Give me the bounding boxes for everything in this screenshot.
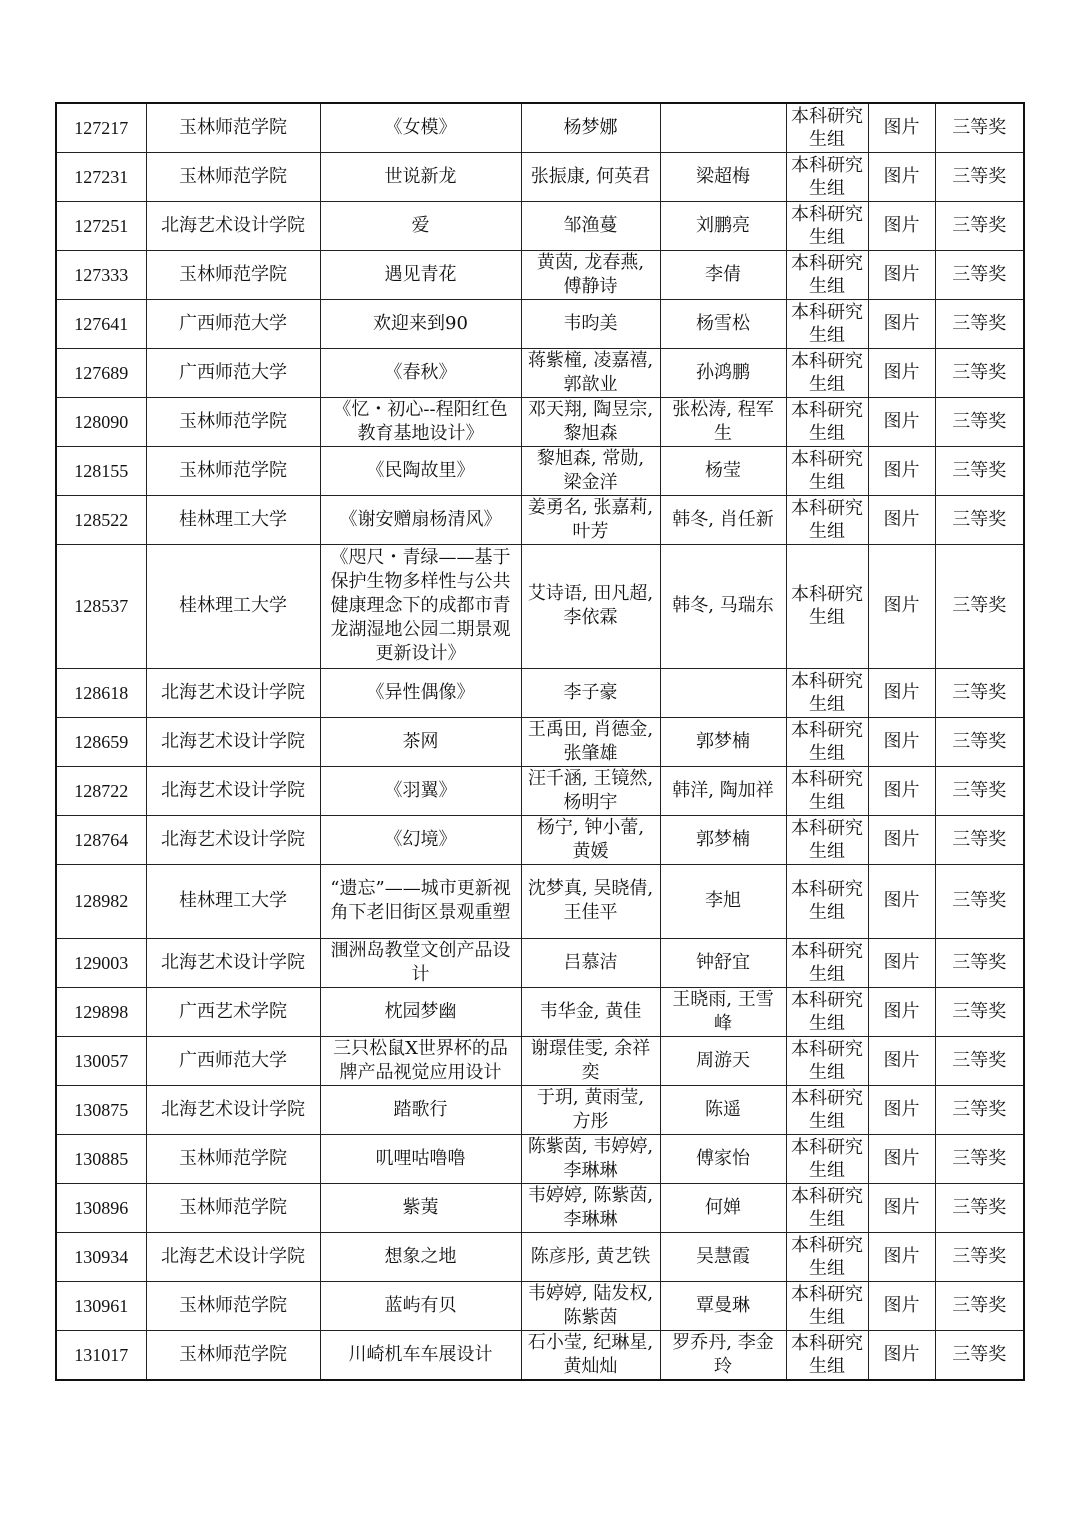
school-cell: 广西师范大学 bbox=[146, 348, 320, 397]
category-cell: 图片 bbox=[868, 250, 935, 299]
entry-id-cell: 130875 bbox=[56, 1085, 146, 1134]
advisor-cell: 周游天 bbox=[660, 1036, 786, 1085]
authors-cell: 汪千涵, 王镜然, 杨明宇 bbox=[521, 766, 660, 815]
award-cell: 三等奖 bbox=[935, 299, 1024, 348]
table-row bbox=[56, 495, 1024, 544]
authors-cell: 王禹田, 肖德金, 张肇雄 bbox=[521, 717, 660, 766]
authors-cell: 吕慕洁 bbox=[521, 938, 660, 987]
group-cell: 本科研究生组 bbox=[786, 1085, 868, 1134]
entry-id-cell: 130885 bbox=[56, 1134, 146, 1183]
advisor-cell: 李旭 bbox=[660, 864, 786, 938]
entry-id-cell: 128764 bbox=[56, 815, 146, 864]
school-cell: 玉林师范学院 bbox=[146, 1330, 320, 1380]
table-row bbox=[56, 348, 1024, 397]
table-row bbox=[56, 1085, 1024, 1134]
award-cell: 三等奖 bbox=[935, 152, 1024, 201]
school-cell: 广西师范大学 bbox=[146, 1036, 320, 1085]
authors-cell: 陈紫茵, 韦婷婷, 李琳琳 bbox=[521, 1134, 660, 1183]
authors-cell: 沈梦真, 吴晓倩, 王佳平 bbox=[521, 864, 660, 938]
work-title-cell: 世说新龙 bbox=[320, 152, 521, 201]
school-cell: 桂林理工大学 bbox=[146, 544, 320, 668]
advisor-cell: 梁超梅 bbox=[660, 152, 786, 201]
group-cell: 本科研究生组 bbox=[786, 495, 868, 544]
award-cell: 三等奖 bbox=[935, 1036, 1024, 1085]
advisor-cell: 孙鸿鹏 bbox=[660, 348, 786, 397]
award-cell: 三等奖 bbox=[935, 544, 1024, 668]
category-cell: 图片 bbox=[868, 446, 935, 495]
table-row bbox=[56, 987, 1024, 1036]
category-cell: 图片 bbox=[868, 815, 935, 864]
work-title-cell: 想象之地 bbox=[320, 1232, 521, 1281]
authors-cell: 谢璟佳雯, 余祥奕 bbox=[521, 1036, 660, 1085]
school-cell: 玉林师范学院 bbox=[146, 1183, 320, 1232]
award-cell: 三等奖 bbox=[935, 815, 1024, 864]
table-row bbox=[56, 1330, 1024, 1380]
work-title-cell: 《咫尺・青绿——基于保护生物多样性与公共健康理念下的成都市青龙湖湿地公园二期景观更新设计》 bbox=[320, 544, 521, 668]
authors-cell: 艾诗语, 田凡超, 李依霖 bbox=[521, 544, 660, 668]
award-cell: 三等奖 bbox=[935, 103, 1024, 152]
group-cell: 本科研究生组 bbox=[786, 864, 868, 938]
table-row bbox=[56, 668, 1024, 717]
entry-id-cell: 127251 bbox=[56, 201, 146, 250]
work-title-cell: 川崎机车车展设计 bbox=[320, 1330, 521, 1380]
category-cell: 图片 bbox=[868, 668, 935, 717]
entry-id-cell: 128155 bbox=[56, 446, 146, 495]
category-cell: 图片 bbox=[868, 938, 935, 987]
category-cell: 图片 bbox=[868, 1183, 935, 1232]
group-cell: 本科研究生组 bbox=[786, 1281, 868, 1330]
work-title-cell: 爱 bbox=[320, 201, 521, 250]
entry-id-cell: 127217 bbox=[56, 103, 146, 152]
entry-id-cell: 130961 bbox=[56, 1281, 146, 1330]
advisor-cell: 何婵 bbox=[660, 1183, 786, 1232]
advisor-cell: 张松涛, 程军生 bbox=[660, 397, 786, 446]
advisor-cell bbox=[660, 103, 786, 152]
table-row bbox=[56, 544, 1024, 668]
work-title-cell: 茶网 bbox=[320, 717, 521, 766]
table-row bbox=[56, 1183, 1024, 1232]
work-title-cell: 《忆・初心--程阳红色教育基地设计》 bbox=[320, 397, 521, 446]
entry-id-cell: 128522 bbox=[56, 495, 146, 544]
entry-id-cell: 127689 bbox=[56, 348, 146, 397]
advisor-cell: 郭梦楠 bbox=[660, 815, 786, 864]
group-cell: 本科研究生组 bbox=[786, 1183, 868, 1232]
authors-cell: 邹渔蔓 bbox=[521, 201, 660, 250]
award-cell: 三等奖 bbox=[935, 987, 1024, 1036]
entry-id-cell: 128982 bbox=[56, 864, 146, 938]
award-cell: 三等奖 bbox=[935, 864, 1024, 938]
group-cell: 本科研究生组 bbox=[786, 152, 868, 201]
school-cell: 北海艺术设计学院 bbox=[146, 815, 320, 864]
group-cell: 本科研究生组 bbox=[786, 938, 868, 987]
category-cell: 图片 bbox=[868, 1036, 935, 1085]
advisor-cell: 杨莹 bbox=[660, 446, 786, 495]
entry-id-cell: 128722 bbox=[56, 766, 146, 815]
school-cell: 北海艺术设计学院 bbox=[146, 717, 320, 766]
work-title-cell: “遗忘”——城市更新视角下老旧街区景观重塑 bbox=[320, 864, 521, 938]
advisor-cell: 韩冬, 肖任新 bbox=[660, 495, 786, 544]
award-cell: 三等奖 bbox=[935, 348, 1024, 397]
school-cell: 玉林师范学院 bbox=[146, 250, 320, 299]
authors-cell: 姜勇名, 张嘉莉, 叶芳 bbox=[521, 495, 660, 544]
authors-cell: 韦婷婷, 陆发权, 陈紫茵 bbox=[521, 1281, 660, 1330]
category-cell: 图片 bbox=[868, 1330, 935, 1380]
advisor-cell: 李倩 bbox=[660, 250, 786, 299]
table-row bbox=[56, 446, 1024, 495]
award-cell: 三等奖 bbox=[935, 397, 1024, 446]
school-cell: 玉林师范学院 bbox=[146, 397, 320, 446]
authors-cell: 黎旭森, 常勋, 梁金洋 bbox=[521, 446, 660, 495]
school-cell: 北海艺术设计学院 bbox=[146, 1232, 320, 1281]
category-cell: 图片 bbox=[868, 717, 935, 766]
category-cell: 图片 bbox=[868, 299, 935, 348]
advisor-cell: 傅家怡 bbox=[660, 1134, 786, 1183]
category-cell: 图片 bbox=[868, 495, 935, 544]
category-cell: 图片 bbox=[868, 1281, 935, 1330]
group-cell: 本科研究生组 bbox=[786, 815, 868, 864]
school-cell: 北海艺术设计学院 bbox=[146, 938, 320, 987]
work-title-cell: 《幻境》 bbox=[320, 815, 521, 864]
entry-id-cell: 127641 bbox=[56, 299, 146, 348]
entry-id-cell: 129898 bbox=[56, 987, 146, 1036]
award-cell: 三等奖 bbox=[935, 1085, 1024, 1134]
school-cell: 北海艺术设计学院 bbox=[146, 766, 320, 815]
entry-id-cell: 130934 bbox=[56, 1232, 146, 1281]
award-cell: 三等奖 bbox=[935, 1232, 1024, 1281]
group-cell: 本科研究生组 bbox=[786, 446, 868, 495]
authors-cell: 张振康, 何英君 bbox=[521, 152, 660, 201]
school-cell: 北海艺术设计学院 bbox=[146, 668, 320, 717]
award-cell: 三等奖 bbox=[935, 938, 1024, 987]
table-row bbox=[56, 1281, 1024, 1330]
table-row bbox=[56, 397, 1024, 446]
school-cell: 桂林理工大学 bbox=[146, 864, 320, 938]
group-cell: 本科研究生组 bbox=[786, 766, 868, 815]
table-body bbox=[56, 103, 1024, 1380]
school-cell: 桂林理工大学 bbox=[146, 495, 320, 544]
school-cell: 北海艺术设计学院 bbox=[146, 1085, 320, 1134]
group-cell: 本科研究生组 bbox=[786, 299, 868, 348]
entry-id-cell: 128659 bbox=[56, 717, 146, 766]
work-title-cell: 《羽翼》 bbox=[320, 766, 521, 815]
advisor-cell: 吴慧霞 bbox=[660, 1232, 786, 1281]
entry-id-cell: 128618 bbox=[56, 668, 146, 717]
work-title-cell: 《民陶故里》 bbox=[320, 446, 521, 495]
work-title-cell: 《春秋》 bbox=[320, 348, 521, 397]
school-cell: 玉林师范学院 bbox=[146, 446, 320, 495]
authors-cell: 韦昀美 bbox=[521, 299, 660, 348]
work-title-cell: 遇见青花 bbox=[320, 250, 521, 299]
authors-cell: 杨宁, 钟小蕾, 黄媛 bbox=[521, 815, 660, 864]
work-title-cell: 《谢安赠扇杨清风》 bbox=[320, 495, 521, 544]
group-cell: 本科研究生组 bbox=[786, 1134, 868, 1183]
authors-cell: 邓天翔, 陶昱宗, 黎旭森 bbox=[521, 397, 660, 446]
work-title-cell: 叽哩咕噜噜 bbox=[320, 1134, 521, 1183]
work-title-cell: 蓝屿有贝 bbox=[320, 1281, 521, 1330]
authors-cell: 黄茵, 龙春燕, 傅静诗 bbox=[521, 250, 660, 299]
work-title-cell: 踏歌行 bbox=[320, 1085, 521, 1134]
advisor-cell: 覃曼琳 bbox=[660, 1281, 786, 1330]
table-row bbox=[56, 152, 1024, 201]
table-row bbox=[56, 766, 1024, 815]
table-row bbox=[56, 250, 1024, 299]
entry-id-cell: 130896 bbox=[56, 1183, 146, 1232]
group-cell: 本科研究生组 bbox=[786, 1036, 868, 1085]
award-cell: 三等奖 bbox=[935, 1330, 1024, 1380]
school-cell: 广西艺术学院 bbox=[146, 987, 320, 1036]
award-cell: 三等奖 bbox=[935, 717, 1024, 766]
category-cell: 图片 bbox=[868, 766, 935, 815]
award-cell: 三等奖 bbox=[935, 1281, 1024, 1330]
table-row bbox=[56, 717, 1024, 766]
authors-cell: 杨梦娜 bbox=[521, 103, 660, 152]
award-cell: 三等奖 bbox=[935, 766, 1024, 815]
award-cell: 三等奖 bbox=[935, 668, 1024, 717]
advisor-cell: 韩洋, 陶加祥 bbox=[660, 766, 786, 815]
table-row bbox=[56, 864, 1024, 938]
entry-id-cell: 127333 bbox=[56, 250, 146, 299]
work-title-cell: 《女模》 bbox=[320, 103, 521, 152]
authors-cell: 蒋紫橦, 凌嘉禧, 郭歆业 bbox=[521, 348, 660, 397]
category-cell: 图片 bbox=[868, 348, 935, 397]
group-cell: 本科研究生组 bbox=[786, 250, 868, 299]
work-title-cell: 三只松鼠X世界杯的品牌产品视觉应用设计 bbox=[320, 1036, 521, 1085]
table-row bbox=[56, 1134, 1024, 1183]
table-row bbox=[56, 1232, 1024, 1281]
award-cell: 三等奖 bbox=[935, 446, 1024, 495]
entry-id-cell: 128537 bbox=[56, 544, 146, 668]
group-cell: 本科研究生组 bbox=[786, 348, 868, 397]
group-cell: 本科研究生组 bbox=[786, 668, 868, 717]
group-cell: 本科研究生组 bbox=[786, 397, 868, 446]
school-cell: 玉林师范学院 bbox=[146, 1134, 320, 1183]
category-cell: 图片 bbox=[868, 1232, 935, 1281]
category-cell: 图片 bbox=[868, 103, 935, 152]
advisor-cell: 罗乔丹, 李金玲 bbox=[660, 1330, 786, 1380]
awards-table bbox=[55, 102, 1025, 1381]
category-cell: 图片 bbox=[868, 1085, 935, 1134]
category-cell: 图片 bbox=[868, 544, 935, 668]
group-cell: 本科研究生组 bbox=[786, 1232, 868, 1281]
authors-cell: 韦华金, 黄佳 bbox=[521, 987, 660, 1036]
work-title-cell: 欢迎来到90 bbox=[320, 299, 521, 348]
entry-id-cell: 130057 bbox=[56, 1036, 146, 1085]
school-cell: 玉林师范学院 bbox=[146, 1281, 320, 1330]
award-cell: 三等奖 bbox=[935, 495, 1024, 544]
advisor-cell: 陈遥 bbox=[660, 1085, 786, 1134]
group-cell: 本科研究生组 bbox=[786, 987, 868, 1036]
category-cell: 图片 bbox=[868, 201, 935, 250]
group-cell: 本科研究生组 bbox=[786, 201, 868, 250]
authors-cell: 石小莹, 纪琳星, 黄灿灿 bbox=[521, 1330, 660, 1380]
advisor-cell: 韩冬, 马瑞东 bbox=[660, 544, 786, 668]
table-row bbox=[56, 938, 1024, 987]
category-cell: 图片 bbox=[868, 1134, 935, 1183]
authors-cell: 于玥, 黄雨莹, 方彤 bbox=[521, 1085, 660, 1134]
table-row bbox=[56, 815, 1024, 864]
category-cell: 图片 bbox=[868, 152, 935, 201]
table-row bbox=[56, 201, 1024, 250]
group-cell: 本科研究生组 bbox=[786, 717, 868, 766]
table-row bbox=[56, 103, 1024, 152]
award-cell: 三等奖 bbox=[935, 201, 1024, 250]
work-title-cell: 涠洲岛教堂文创产品设计 bbox=[320, 938, 521, 987]
category-cell: 图片 bbox=[868, 987, 935, 1036]
category-cell: 图片 bbox=[868, 397, 935, 446]
table-row bbox=[56, 299, 1024, 348]
advisor-cell: 王晓雨, 王雪峰 bbox=[660, 987, 786, 1036]
school-cell: 玉林师范学院 bbox=[146, 152, 320, 201]
category-cell: 图片 bbox=[868, 864, 935, 938]
authors-cell: 李子豪 bbox=[521, 668, 660, 717]
advisor-cell: 钟舒宜 bbox=[660, 938, 786, 987]
work-title-cell: 枕园梦幽 bbox=[320, 987, 521, 1036]
group-cell: 本科研究生组 bbox=[786, 103, 868, 152]
award-cell: 三等奖 bbox=[935, 1134, 1024, 1183]
entry-id-cell: 127231 bbox=[56, 152, 146, 201]
work-title-cell: 《异性偶像》 bbox=[320, 668, 521, 717]
advisor-cell: 郭梦楠 bbox=[660, 717, 786, 766]
school-cell: 北海艺术设计学院 bbox=[146, 201, 320, 250]
entry-id-cell: 131017 bbox=[56, 1330, 146, 1380]
advisor-cell: 杨雪松 bbox=[660, 299, 786, 348]
group-cell: 本科研究生组 bbox=[786, 544, 868, 668]
table-row bbox=[56, 1036, 1024, 1085]
award-cell: 三等奖 bbox=[935, 1183, 1024, 1232]
authors-cell: 韦婷婷, 陈紫茵, 李琳琳 bbox=[521, 1183, 660, 1232]
authors-cell: 陈彦彤, 黄艺铁 bbox=[521, 1232, 660, 1281]
advisor-cell: 刘鹏亮 bbox=[660, 201, 786, 250]
school-cell: 广西师范大学 bbox=[146, 299, 320, 348]
award-cell: 三等奖 bbox=[935, 250, 1024, 299]
entry-id-cell: 128090 bbox=[56, 397, 146, 446]
school-cell: 玉林师范学院 bbox=[146, 103, 320, 152]
advisor-cell bbox=[660, 668, 786, 717]
entry-id-cell: 129003 bbox=[56, 938, 146, 987]
work-title-cell: 紫荑 bbox=[320, 1183, 521, 1232]
group-cell: 本科研究生组 bbox=[786, 1330, 868, 1380]
